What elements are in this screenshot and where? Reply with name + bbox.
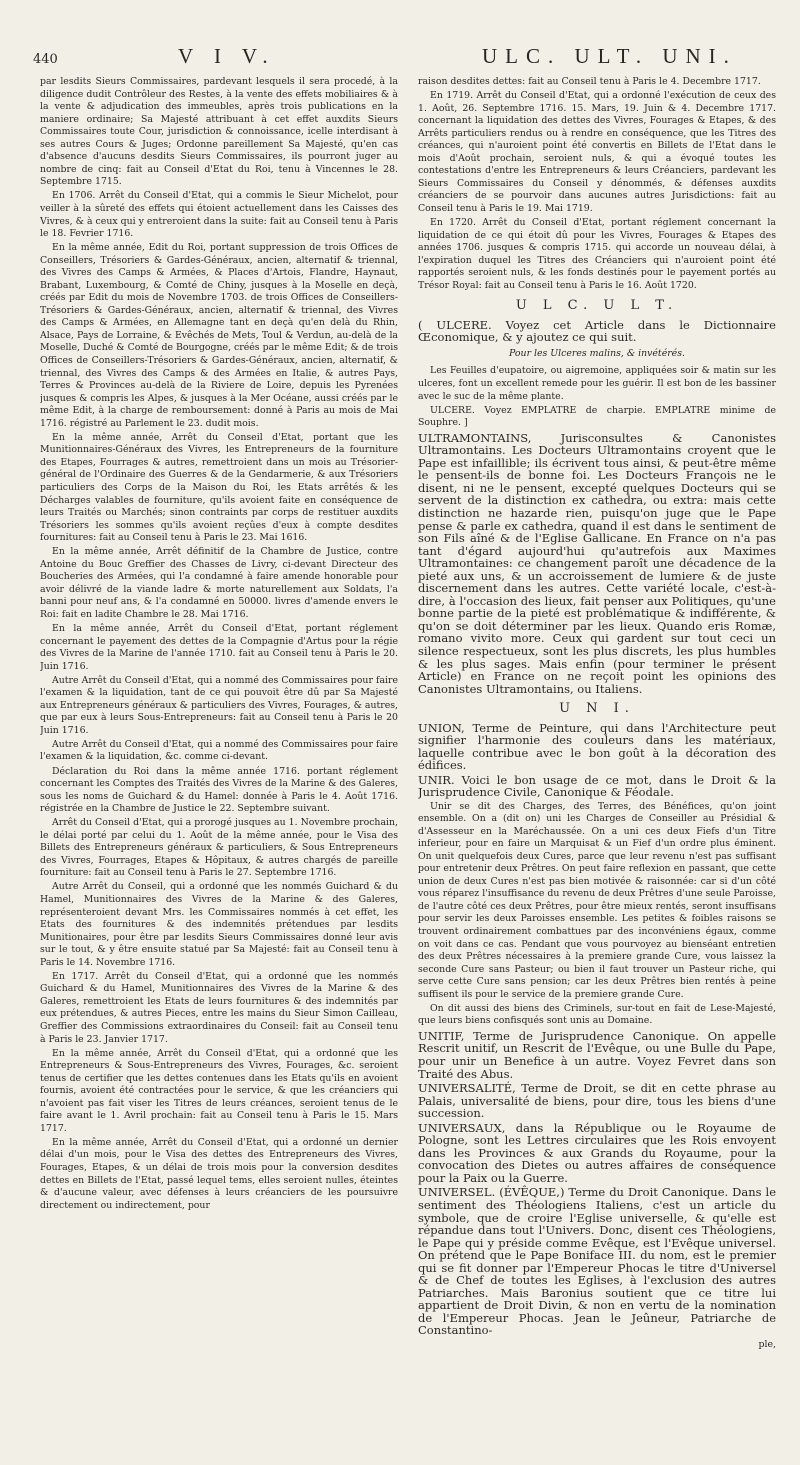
entry-union: UNION, Terme de Peinture, qui dans l'Architecture peut signifier l'harmonie des couleurs dans les matériaux, laquelle contribue avec le bon goût à la décoration des édifices.	[418, 720, 776, 773]
entry-universaux: UNIVERSAUX, dans la République ou le Royaume de Pologne, sont les Lettres circulaires que les Rois envoyent dans les Provinces & aux Grands du Royaume, pour la convocation des Dietes ou autres affaires de conséquence pour la Paix ou la Guerre.	[418, 1120, 776, 1185]
catchword: ple,	[758, 1339, 776, 1350]
paragraph: En la même année, Arrêt du Conseil d'Etat, portant réglement concernant le payement des dettes de la Compagnie d'Artus pour la régie des Vivres de la Marine de l'année 1710. fait au Conseil tenu à Paris le 20. Juin 1716.	[40, 623, 398, 672]
entry-unir-usage: Unir se dit des Charges, des Terres, des Bénéfices, qu'on joint ensemble. On a (dit on) uni les Charges de Conseiller au Présidial & d'Assesseur en la Maréchaussée. On a uni ces deux Fiefs d'un Titre inferieur, pour en faire un Marquisat & un Fief d'un ordre plus éminent. On unit quelquefois deux Cures, parce que leur revenu n'est pas suffisant pour entretenir deux Prêtres. On peut faire reflexion en passant, que cette union de deux Cures n'est pas bien motivée & raisonnée: car si d'un côté vous réparez l'insuffisance du revenu de deux Prêtres d'une seule Paroisse, de l'autre côté ces deux Prêtres, pour être mieux rentés, seront insuffisans pour servir les deux Paroisses ensemble. Les petites & foibles raisons se trouvent ordinairement combattues par des inconvéniens égaux, comme on voit dans ce cas. Pendant que vous pourvoyez au bienséant entretien des deux Prêtres nécessaires à la premiere grande Cure, vous laissez la seconde Cure sans Pasteur; ou bien il faut trouver un Pasteur riche, qui serve cette Cure sans pension; car les deux Prêtres bien rentés à peine suffisent ils pour le service de la premiere grande Cure.	[418, 800, 776, 1000]
paragraph: En la même année, Arrêt du Conseil d'Etat, qui a ordonné que les Entrepreneurs & Sous-Entrepreneurs des Vivres, Fourages, &c. seroient tenus de certifier que les dettes contenues dans les Etats qu'ils en avoient fournis, avoient été contractées pour le service, & que les créanciers qui n'avoient pas fait viser les Titres de leurs créances, seroient tenus de le faire avant le 1. Avril prochain: fait au Conseil tenu à Paris le 15. Mars 1717.	[40, 1047, 398, 1134]
paragraph: Arrêt du Conseil d'Etat, qui a prorogé jusques au 1. Novembre prochain, le délai porté par celui du 1. Août de la même année, pour le Visa des Billets des Entrepreneurs généraux & particuliers, & Sous Entrepreneurs des Vivres, Fourrages, Etapes & Hôpitaux, & autres chargés de pareille fourniture: fait au Conseil tenu à Paris le 27. Septembre 1716.	[40, 817, 398, 879]
entry-unir-biens: On dit aussi des biens des Criminels, sur-tout en fait de Lese-Majesté, que leurs biens confisqués sont unis au Domaine.	[418, 1002, 776, 1027]
entry-ultramontains: ULTRAMONTAINS, Jurisconsultes & Canonistes Ultramontains. Les Docteurs Ultramontains croyent que le Pape est infaillible; ils écrivent tous ainsi, & peut-être même le pensent-ils de bonne foi. Les Docteurs François ne le disent, ni ne le pensent, excepté quelques Docteurs qui se servent de la distinction ex cathedra, ou extra: mais cette distinction ne hazarde rien, puisqu'on juge que le Pape pense & parle ex cathedra, quand il est dans le sentiment de son Fils aîné & de l'Eglise Gallicane. En France on n'a pas tant d'égard aujourd'hui qu'autrefois aux Maximes Ultramontaines: ce changement paroît une décadence de la pieté aux uns, & un accroissement de lumiere & de juste discernement dans les autres. Cette variété locale, c'est-à-dire, à l'occasion des lieux, fait penser aux Politiques, qu'une bonne partie de la pieté est problématique & indifférente, & qu'on se doit déterminer par les lieux. Quando eris Romæ, romano vivito more. Ceux qui gardent sur tout ceci un silence respectueux, sont les plus discrets, les plus humbles & les plus sages. Mais enfin (pour terminer le présent Article) en France on ne reçoit point les opinions des Canonistes Ultramontains, ou Italiens.	[418, 430, 776, 696]
paragraph: raison desdites dettes: fait au Conseil tenu à Paris le 4. Decembre 1717.	[418, 76, 761, 87]
entry-ulcere-reference: ( ULCERE. Voyez cet Article dans le Dictionnaire Œconomique, & y ajoutez ce qui suit.	[418, 317, 776, 345]
entry-ulcere-text: Les Feuilles d'eupatoire, ou aigremoine, appliquées soir & matin sur les ulceres, font un excellent remede pour les guérir. Il est bon de les bassiner avec le suc de la même plante.	[418, 365, 776, 402]
paragraph: En la même année, Arrêt définitif de la Chambre de Justice, contre Antoine du Bouc Greffier des Chasses de Livry, ci-devant Directeur des Boucheries des Armées, qui l'a condamné à faire amende honorable pour avoir délivré de la viande ladre & morte naturellement aux Soldats, l'a banni pour neuf ans, & l'a condamné en 50000. livres d'amende envers le Roi: fait en ladite Chambre le 28. Mai 1716.	[40, 546, 398, 620]
paragraph: par lesdits Sieurs Commissaires, pardevant lesquels il sera procedé, à la diligence dudit Contrôleur des Restes, à la vente des effets mobiliaires & à la vente & adjudication des immeubles, après trois publications en la maniere ordinaire; Sa Majesté attribuant à cet effet auxdits Sieurs Commissaires toute Cour, jurisdiction & connoissance, icelle interdisant à ses autres Cours & Juges; Ordonne pareillement Sa Majesté, qu'en cas d'absence d'aucuns desdits Sieurs Commissaires, ils pourront juger au nombre de cinq: fait au Conseil d'Etat du Roi, tenu à Vincennes le 28. Septembre 1715.	[40, 76, 398, 188]
entry-universel: UNIVERSEL. (ÉVÊQUE,) Terme du Droit Canonique. Dans le sentiment des Théologiens Italiens, c'est un article du symbole, que de croire l'Eglise universelle, & qu'elle est répandue dans tout l'Univers. Donc, disent ces Théologiens, le Pape qui y préside comme Evêque, est l'Evêque universel. On prétend que le Pape Boniface III. du nom, est le premier qui se fit donner par l'Empereur Phocas le titre d'Universel & de Chef de toutes les Eglises, à l'exclusion des autres Patriarches. Mais Baronius soutient que ce titre lui appartient de Droit Divin, & non en vertu de la nomination de l'Empereur Phocas. Jean le Jeûneur, Patriarche de Constantino-	[418, 1185, 776, 1338]
paragraph: En 1717. Arrêt du Conseil d'Etat, qui a ordonné que les nommés Guichard & du Hamel, Munitionnaires des Vivres de la Marine & des Galeres, remettroient les Etats de leurs fournitures & des indemnités par eux prétendues, & autres Pieces, entre les mains du Sieur Simon Cailleau, Greffier des Commissions extraordinaires du Conseil: fait au Conseil tenu à Paris le 23. Janvier 1717.	[40, 970, 398, 1045]
paragraph: Déclaration du Roi dans la même année 1716. portant réglement concernant les Comptes des Traités des Vivres de la Marine & des Galeres, sous les noms de Guichard & du Hamel: donnée à Paris le 4. Août 1716. régistrée en la Chambre de Justice le 22. Septembre suivant.	[40, 765, 398, 815]
paragraph: Autre Arrêt du Conseil, qui a ordonné que les nommés Guichard & du Hamel, Munitionnaires des Vivres de la Marine & des Galeres, représenteroient devant Mrs. les Commissaires nommés à cet effet, les Etats des fournitures & des indemnités prétendues par lesdits Munitionaires, pour être par lesdits Sieurs Commissaires donné leur avis sur le tout, & y être ensuite statué par Sa Majesté: fait au Conseil tenu à Paris le 14. Novembre 1716.	[40, 881, 398, 968]
paragraph: En 1720. Arrêt du Conseil d'Etat, portant réglement concernant la liquidation de ce qui étoit dû pour les Vivres, Fourages & Etapes des années 1706. jusques & compris 1715. qui accorde un nouveau délai, à l'expiration duquel les Titres des Créanciers qui n'auroient point été rapportés seroient nuls, & les fonds destinés pour le payement portés au Trésor Royal: fait au Conseil tenu à Paris le 16. Août 1720.	[418, 217, 776, 291]
paragraph: Autre Arrêt du Conseil d'Etat, qui a nommé des Commissaires pour faire l'examen & la liquidation, tant de ce qui pouvoit être dû par Sa Majesté aux Entrepreneurs généraux & particuliers des Vivres, Fourages, & autres, que par eux à leurs Sous-Entrepreneurs: fait au Conseil tenu à Paris le 20 Juin 1716.	[40, 674, 398, 736]
running-head-left: V I V.	[178, 44, 276, 68]
paragraph: En 1719. Arrêt du Conseil d'Etat, qui a ordonné l'exécution de ceux des 1. Août, 26. Septembre 1716. 15. Mars, 19. Juin & 4. Decembre 1717. concernant la liquidation des dettes des Vivres, Fourages & Etapes, & des Arrêts particuliers rendus ou à rendre en conséquence, que les Titres des créances, qui n'auroient point été convertis en Billets de l'Etat dans le mois d'Août prochain, seroient nuls, & qui a évoqué toutes les contestations d'entre les Entrepreneurs & leurs Créanciers, pardevant les Sieurs Commissaires du Conseil y dénommés, & défenses auxdits créanciers de se pourvoir dans aucunes autres Jurisdictions: fait au Conseil tenu à Paris le 19. Mai 1719.	[418, 90, 776, 214]
subheading-ulceres: Pour les Ulceres malins, & invétérés.	[509, 347, 685, 359]
entry-universalite: UNIVERSALITÉ, Terme de Droit, se dit en cette phrase au Palais, universalité de biens, pour dire, tous les biens d'une succession.	[418, 1081, 776, 1121]
section-heading-ulc: U L C. U L T.	[515, 298, 679, 314]
entry-ulcere-voyez: ULCERE. Voyez EMPLATRE de charpie. EMPLATRE minime de Souphre. ]	[418, 404, 776, 429]
paragraph: En la même année, Edit du Roi, portant suppression de trois Offices de Conseillers, Trésoriers & Gardes-Généraux, ancien, alternatif & triennal, des Vivres des Camps & Armées, & Places d'Artois, Flandre, Haynaut, Brabant, Luxembourg, & Comté de Chiny, jusques à la Moselle en deçà, créés par Edit du mois de Novembre 1703. de trois Offices de Conseillers-Trésoriers & Gardes-Généraux, ancien, alternatif & triennal, des Vivres des Camps & Armées, en Allemagne tant en deçà qu'en delà du Rhin, Alsace, Pays de Lorraine, & Evêchés de Mets, Toul & Verdun, au-delà de la Moselle, Duché & Comté de Bourgogne, créés par le même Edit; & de trois Offices de Conseillers-Trésoriers & Gardes-Généraux, ancien, alternatif, & triennal, des Vivres des Camps & des Armées en Italie, & autres Pays, Terres & Provinces au-delà de la Riviere de Loire, depuis les Pyrenées jusques & compris les Alpes, & jusques à la Mer Océane, aussi créés par le même Edit, à la charge de remboursement: donné à Paris au mois de Mai 1716. régistré au Parlement le 23. dudit mois.	[40, 242, 398, 429]
right-column	[418, 76, 776, 1456]
running-head-right: ULC. ULT. UNI.	[482, 44, 737, 68]
entry-unir: UNIR. Voici le bon usage de ce mot, dans le Droit & la Jurisprudence Civile, Canonique & Féodale.	[418, 772, 776, 800]
left-column	[40, 76, 398, 1456]
paragraph: En 1706. Arrêt du Conseil d'Etat, qui a commis le Sieur Michelot, pour veiller à la sûreté des effets qui étoient actuellement dans les Caisses des Vivres, & à ceux qui y entreroient dans la suite: fait au Conseil tenu à Paris le 18. Fevrier 1716.	[40, 190, 398, 240]
paragraph: En la même année, Arrêt du Conseil d'Etat, qui a ordonné un dernier délai d'un mois, pour le Visa des dettes des Entrepreneurs des Vivres, Fourages, Etapes, & un délai de trois mois pour la conversion desdites dettes en Billets de l'Etat, passé lequel tems, elles seroient nulles, éteintes & d'aucune valeur, avec défenses à leurs créanciers de les poursuivre directement ou indirectement, pour	[40, 1136, 398, 1211]
paragraph: Autre Arrêt du Conseil d'Etat, qui a nommé des Commissaires pour faire l'examen & la liquidation, &c. comme ci-devant.	[40, 738, 398, 763]
entry-unitif: UNITIF, Terme de Jurisprudence Canonique. On appelle Rescrit unitif, un Rescrit de l'Evêque, ou une Bulle du Pape, pour unir un Benefice à un autre. Voyez Fevret dans son Traité des Abus.	[418, 1028, 776, 1081]
section-heading-uni: U N I.	[559, 701, 635, 717]
paragraph: En la même année, Arrêt du Conseil d'Etat, portant que les Munitionnaires-Généraux des Vivres, les Entrepreneurs de la fourniture des Etapes, Fourrages & autres, remettroient dans un mois au Trésorier-général de l'Ordinaire des Guerres & de la Gendarmerie, & aux Trésoriers particuliers des Corps de la Maison du Roi, les Etats arrêtés & les Décharges valables de fourniture, qu'ils avoient faite en conséquence de leurs Traités ou Marchés; sinon contraints par corps de restituer auxdits Trésoriers les sommes qu'ils avoient reçûes d'eux à compte desdites fournitures: fait au Conseil tenu à Paris le 23. Mai 1616.	[40, 431, 398, 544]
page-number: 440	[33, 52, 58, 67]
